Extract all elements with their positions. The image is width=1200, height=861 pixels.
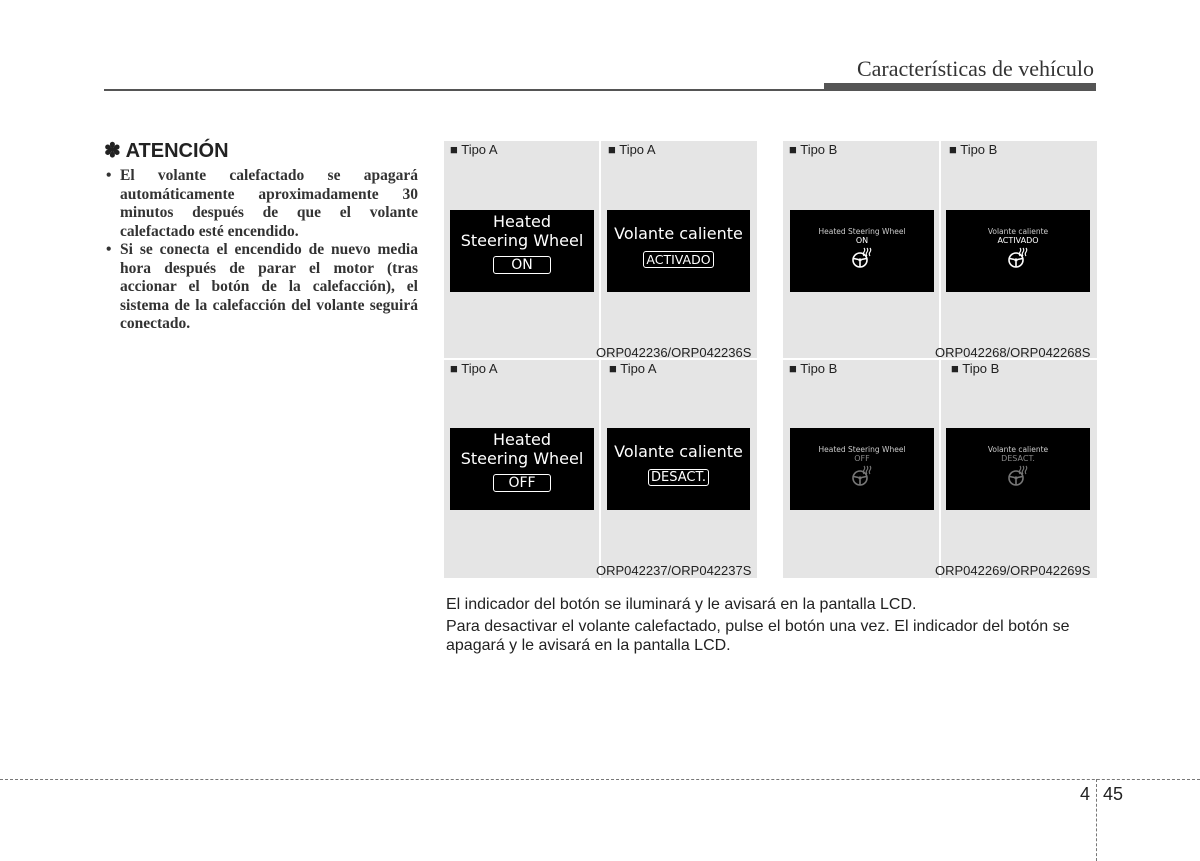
lcd-status: ON xyxy=(493,256,551,274)
figure-code: ORP042236/ORP042236S xyxy=(596,345,752,360)
heated-steering-wheel-icon xyxy=(850,246,874,270)
lcd-title: Steering Wheel xyxy=(460,231,584,250)
footer-divider xyxy=(1096,779,1097,861)
lcd-title: Volante caliente xyxy=(987,227,1049,236)
lcd-title: Steering Wheel xyxy=(460,449,584,468)
lcd-status: ACTIVADO xyxy=(997,236,1039,245)
figure-code: ORP042268/ORP042268S xyxy=(935,345,1091,360)
figure-code: ORP042237/ORP042237S xyxy=(596,563,752,578)
page-number: 45 xyxy=(1103,784,1124,804)
lcd-screen-es-off xyxy=(607,428,750,510)
tipo-label: ■ Tipo A xyxy=(450,361,498,376)
tipo-label: ■ Tipo A xyxy=(609,361,657,376)
lcd-screen-b-es-off xyxy=(946,428,1090,510)
tipo-label: ■ Tipo B xyxy=(789,361,838,376)
caption-off: Para desactivar el volante calefactado, pulse el botón una vez. El indicador del botón se apagará y le avisará en la pantalla LCD. xyxy=(446,618,1070,654)
lcd-screen-b-en-on xyxy=(790,210,934,292)
attention-title: ✽ ATENCIÓN xyxy=(104,140,229,162)
lcd-status: ON xyxy=(855,236,869,245)
lcd-title: Heated Steering Wheel xyxy=(818,445,906,454)
lcd-screen-en-off xyxy=(450,428,594,510)
lcd-screen-b-es-on xyxy=(946,210,1090,292)
heated-steering-wheel-icon xyxy=(1006,246,1030,270)
lcd-status: DESACT. xyxy=(1001,454,1035,463)
lcd-screen-b-en-off xyxy=(790,428,934,510)
lcd-title: Volante caliente xyxy=(987,445,1049,454)
lcd-title: Volante caliente xyxy=(614,442,743,461)
lcd-title: Volante caliente xyxy=(614,224,743,243)
lcd-status: OFF xyxy=(493,474,550,492)
tipo-label: ■ Tipo B xyxy=(951,361,1000,376)
lcd-title: Heated xyxy=(493,430,551,449)
lcd-title: Heated Steering Wheel xyxy=(818,227,906,236)
page-header-title: Características de vehículo xyxy=(856,56,1094,81)
figure-code: ORP042269/ORP042269S xyxy=(935,563,1091,578)
attention-item: • Si se conecta el encendido de nuevo media hora después de parar el motor (tras accionar el botón de la calefacción), el sistema de la calefacción del volante seguirá conectado. xyxy=(104,241,418,334)
footer-rule xyxy=(0,779,1200,780)
attention-list xyxy=(104,167,418,334)
lcd-status: OFF xyxy=(854,454,870,463)
header-rule xyxy=(104,89,1096,91)
tipo-label: ■ Tipo A xyxy=(450,142,498,157)
caption-on: El indicador del botón se iluminará y le avisará en la pantalla LCD. xyxy=(446,596,917,613)
lcd-title: Heated xyxy=(493,212,551,231)
attention-item: • El volante calefactado se apagará automáticamente aproximadamente 30 minutos después de que el volante calefactado esté encendido. xyxy=(104,167,418,241)
tipo-label: ■ Tipo B xyxy=(789,142,838,157)
tipo-label: ■ Tipo B xyxy=(949,142,998,157)
lcd-status: DESACT. xyxy=(648,469,709,486)
lcd-status: ACTIVADO xyxy=(643,251,713,268)
lcd-screen-es-on xyxy=(607,210,750,292)
heated-steering-wheel-icon xyxy=(850,464,874,488)
tipo-label: ■ Tipo A xyxy=(608,142,656,157)
attention-note xyxy=(104,138,418,334)
heated-steering-wheel-icon xyxy=(1006,464,1030,488)
chapter-number: 4 xyxy=(1080,784,1091,804)
lcd-screen-en-on xyxy=(450,210,594,292)
